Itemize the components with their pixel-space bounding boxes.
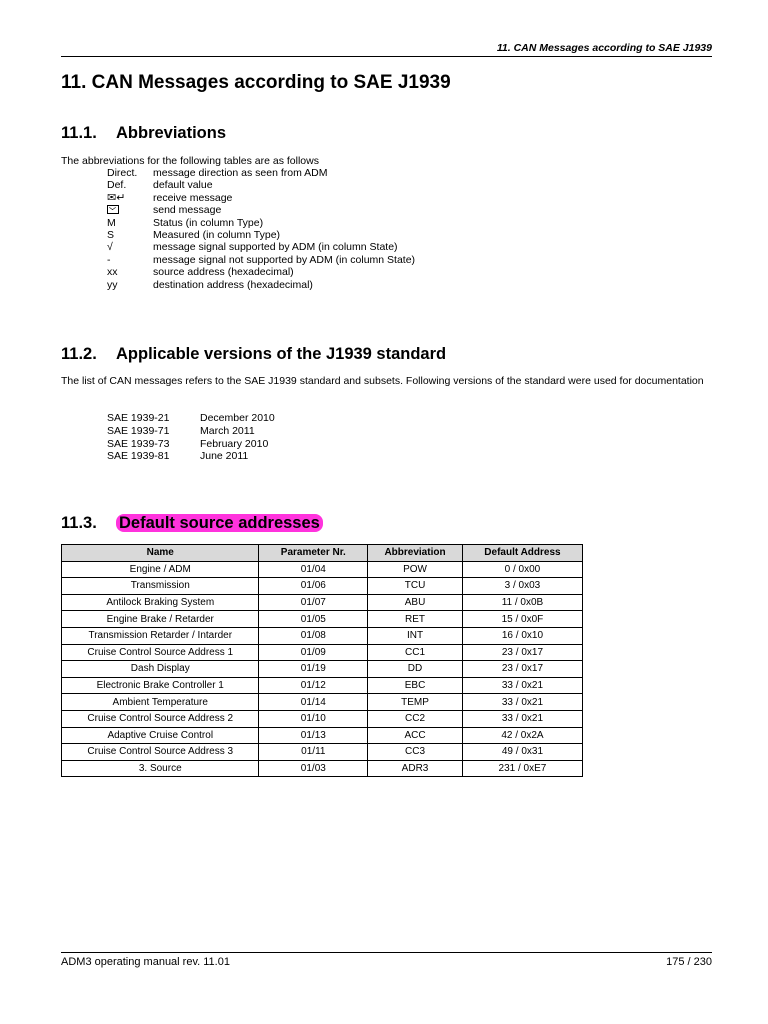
abbreviation-row <box>107 179 415 191</box>
table-header-row <box>62 545 583 562</box>
table-cell: 16 / 0x10 <box>462 627 582 644</box>
table-cell: RET <box>368 611 463 628</box>
table-cell: POW <box>368 561 463 578</box>
send-icon <box>107 204 153 216</box>
table-row <box>62 744 583 761</box>
abbreviation-row <box>107 279 415 291</box>
table-cell: Engine Brake / Retarder <box>62 611 259 628</box>
abbreviation-description: receive message <box>153 191 233 204</box>
abbreviation-description: Measured (in column Type) <box>153 228 281 241</box>
receive-icon: ✉↵ <box>107 191 126 204</box>
table-row <box>62 578 583 595</box>
table-cell: Antilock Braking System <box>62 594 259 611</box>
table-cell: ACC <box>368 727 463 744</box>
table-cell: Electronic Brake Controller 1 <box>62 677 259 694</box>
table-row <box>62 644 583 661</box>
table-cell: Ambient Temperature <box>62 694 259 711</box>
table-cell: 0 / 0x00 <box>462 561 582 578</box>
table-cell: 01/07 <box>259 594 368 611</box>
abbreviation-key: √ <box>107 241 113 254</box>
column-header: Name <box>62 545 259 562</box>
section-number: 11.3. <box>61 514 97 532</box>
table-cell: Dash Display <box>62 661 259 678</box>
running-header: 11. CAN Messages according to SAE J1939 <box>496 42 712 54</box>
table-cell: 01/19 <box>259 661 368 678</box>
default-addresses-table <box>61 544 583 777</box>
abbreviation-key: - <box>107 253 111 266</box>
abbreviation-row <box>107 217 415 229</box>
table-cell: Cruise Control Source Address 2 <box>62 710 259 727</box>
table-cell: TCU <box>368 578 463 595</box>
versions-list <box>107 412 275 463</box>
table-cell: CC3 <box>368 744 463 761</box>
table-cell: ADR3 <box>368 760 463 777</box>
table-row <box>62 677 583 694</box>
table-cell: TEMP <box>368 694 463 711</box>
table-cell: 01/03 <box>259 760 368 777</box>
table-row <box>62 727 583 744</box>
section-title: Abbreviations <box>116 124 227 142</box>
abbreviation-key: S <box>107 228 115 241</box>
table-cell: 231 / 0xE7 <box>462 760 582 777</box>
column-header: Default Address <box>462 545 582 562</box>
version-row <box>107 425 275 438</box>
abbreviation-row <box>107 229 415 241</box>
table-cell: 15 / 0x0F <box>462 611 582 628</box>
section-defaults-heading <box>61 514 323 533</box>
chapter-title: 11. CAN Messages according to SAE J1939 <box>61 72 451 93</box>
abbreviation-key: Def. <box>107 179 127 192</box>
table-cell: 01/12 <box>259 677 368 694</box>
table-cell: 3. Source <box>62 760 259 777</box>
abbreviation-description: message direction as seen from ADM <box>153 167 328 179</box>
table-cell: 49 / 0x31 <box>462 744 582 761</box>
highlighted-section-title: Default source addresses <box>116 514 323 532</box>
abbreviation-key: xx <box>107 266 118 279</box>
abbreviation-description: send message <box>153 204 222 217</box>
table-cell: ABU <box>368 594 463 611</box>
version-standard: SAE 1939-81 <box>107 450 170 463</box>
column-header: Abbreviation <box>368 545 463 562</box>
abbreviation-description: message signal supported by ADM (in column State) <box>153 241 398 254</box>
table-cell: 01/11 <box>259 744 368 761</box>
table-cell: Transmission Retarder / Intarder <box>62 627 259 644</box>
table-cell: 23 / 0x17 <box>462 644 582 661</box>
abbreviations-intro: The abbreviations for the following tables are as follows <box>61 155 319 167</box>
table-cell: 01/08 <box>259 627 368 644</box>
version-date: December 2010 <box>200 412 275 424</box>
table-row <box>62 594 583 611</box>
table-cell: Adaptive Cruise Control <box>62 727 259 744</box>
table-row <box>62 710 583 727</box>
table-cell: 42 / 0x2A <box>462 727 582 744</box>
table-cell: 01/05 <box>259 611 368 628</box>
section-number: 11.1. <box>61 124 97 142</box>
abbreviation-key: Direct. <box>107 167 138 179</box>
abbreviation-description: Status (in column Type) <box>153 216 264 229</box>
abbreviation-key: yy <box>107 278 118 291</box>
header-rule <box>61 56 712 57</box>
abbreviation-row <box>107 192 415 204</box>
abbreviation-key: M <box>107 216 116 229</box>
table-row <box>62 661 583 678</box>
table-cell: CC2 <box>368 710 463 727</box>
version-standard: SAE 1939-73 <box>107 437 170 450</box>
abbreviation-description: destination address (hexadecimal) <box>153 278 313 291</box>
table-row <box>62 561 583 578</box>
table-row <box>62 760 583 777</box>
table-cell: 01/06 <box>259 578 368 595</box>
abbreviation-description: source address (hexadecimal) <box>153 266 294 279</box>
table-cell: 33 / 0x21 <box>462 694 582 711</box>
version-date: June 2011 <box>200 450 249 463</box>
footer-rule <box>61 952 712 953</box>
table-cell: INT <box>368 627 463 644</box>
abbreviation-row <box>107 241 415 253</box>
table-cell: 01/13 <box>259 727 368 744</box>
table-cell: CC1 <box>368 644 463 661</box>
version-row <box>107 438 275 451</box>
table-cell: Transmission <box>62 578 259 595</box>
abbreviations-list <box>107 167 415 291</box>
table-cell: 01/10 <box>259 710 368 727</box>
table-cell: 3 / 0x03 <box>462 578 582 595</box>
table-cell: 01/09 <box>259 644 368 661</box>
version-standard: SAE 1939-21 <box>107 412 170 424</box>
table-row <box>62 694 583 711</box>
table-cell: 23 / 0x17 <box>462 661 582 678</box>
abbreviation-row <box>107 266 415 278</box>
section-number: 11.2. <box>61 345 97 363</box>
section-versions-heading <box>61 345 446 364</box>
table-cell: 33 / 0x21 <box>462 710 582 727</box>
footer-manual-title: ADM3 operating manual rev. 11.01 <box>61 956 230 968</box>
version-standard: SAE 1939-71 <box>107 424 170 437</box>
table-cell: 33 / 0x21 <box>462 677 582 694</box>
section-title: Applicable versions of the J1939 standard <box>116 345 447 363</box>
version-date: February 2010 <box>200 437 269 450</box>
section-abbreviations-heading <box>61 124 226 143</box>
version-row <box>107 412 275 425</box>
table-body <box>62 561 583 777</box>
page-number: 175 / 230 <box>666 956 712 968</box>
versions-intro: The list of CAN messages refers to the SAE J1939 standard and subsets. Following versions of the standard were used for documentation <box>61 375 704 387</box>
table-cell: 01/14 <box>259 694 368 711</box>
abbreviation-description: message signal not supported by ADM (in column State) <box>153 253 416 266</box>
table-cell: EBC <box>368 677 463 694</box>
abbreviation-row <box>107 254 415 266</box>
abbreviation-row <box>107 204 415 216</box>
version-row <box>107 450 275 463</box>
version-date: March 2011 <box>200 424 255 437</box>
table-cell: 01/04 <box>259 561 368 578</box>
table-cell: Cruise Control Source Address 3 <box>62 744 259 761</box>
abbreviation-description: default value <box>153 179 213 192</box>
table-cell: DD <box>368 661 463 678</box>
table-row <box>62 627 583 644</box>
table-row <box>62 611 583 628</box>
column-header: Parameter Nr. <box>259 545 368 562</box>
abbreviation-row <box>107 167 415 179</box>
table-cell: Engine / ADM <box>62 561 259 578</box>
table-cell: 11 / 0x0B <box>462 594 582 611</box>
table-cell: Cruise Control Source Address 1 <box>62 644 259 661</box>
